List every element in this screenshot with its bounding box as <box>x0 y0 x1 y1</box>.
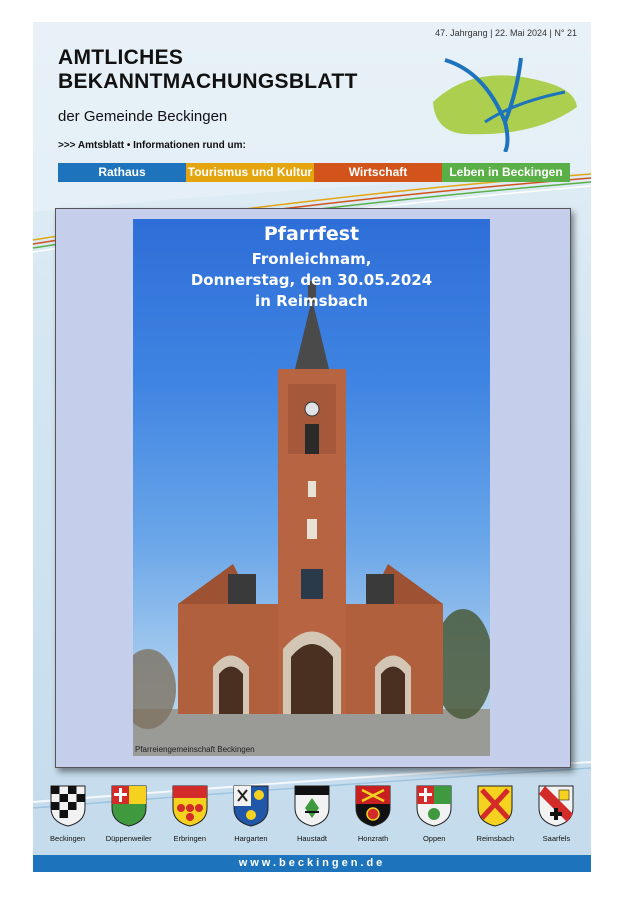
issue-info: 47. Jahrgang | 22. Mai 2024 | N° 21 <box>435 28 577 38</box>
crest-label: Hargarten <box>234 834 268 843</box>
erbringen-crest-icon <box>171 784 209 828</box>
crest-label: Beckingen <box>50 834 86 843</box>
tab-tourismus-und-kultur[interactable]: Tourismus und Kultur <box>186 163 314 182</box>
saarfels-crest-icon <box>537 784 575 828</box>
crest-label: Reimsbach <box>476 834 515 843</box>
poster-title: Pfarrfest <box>263 223 360 245</box>
crest-label: Oppen <box>422 834 446 843</box>
crest-label: Düppenweiler <box>105 834 152 843</box>
crest-erbringen <box>161 784 219 843</box>
crest-saarfels <box>527 784 585 843</box>
crest-hargarten <box>222 784 280 843</box>
dueppenweiler-crest-icon <box>110 784 148 828</box>
cover-photo-frame <box>55 208 571 768</box>
crest-reimsbach <box>466 784 524 843</box>
crest-label: Haustadt <box>296 834 327 843</box>
cover-page <box>33 22 591 872</box>
beckingen-crest-icon <box>49 784 87 828</box>
masthead-subtitle: der Gemeinde Beckingen <box>58 108 228 125</box>
category-tabs <box>58 163 570 182</box>
poster-line1: Fronleichnam, <box>251 250 372 268</box>
tab-wirtschaft[interactable]: Wirtschaft <box>314 163 442 182</box>
district-crests <box>33 784 591 843</box>
church-poster <box>133 219 490 756</box>
crest-label: Erbringen <box>173 834 207 843</box>
crest-honzrath <box>344 784 402 843</box>
oppen-crest-icon <box>415 784 453 828</box>
crest-beckingen <box>39 784 97 843</box>
hargarten-crest-icon <box>232 784 270 828</box>
poster-credit: Pfarreiengemeinschaft Beckingen <box>135 745 255 754</box>
crest-haustadt <box>283 784 341 843</box>
honzrath-crest-icon <box>354 784 392 828</box>
crest-oppen <box>405 784 463 843</box>
masthead-title-line2: BEKANNTMACHUNGSBLATT <box>58 70 358 93</box>
crest-label: Saarfels <box>542 834 571 843</box>
masthead-title-line1: AMTLICHES <box>58 46 184 69</box>
tab-leben-in-beckingen[interactable]: Leben in Beckingen <box>442 163 570 182</box>
crest-label: Honzrath <box>357 834 389 843</box>
reimsbach-crest-icon <box>476 784 514 828</box>
tagline: >>> Amtsblatt • Informationen rund um: <box>58 140 246 151</box>
tab-rathaus[interactable]: Rathaus <box>58 163 186 182</box>
crest-dueppenweiler <box>100 784 158 843</box>
haustadt-crest-icon <box>293 784 331 828</box>
poster-line3: in Reimsbach <box>255 292 368 310</box>
poster-line2: Donnerstag, den 30.05.2024 <box>190 271 433 289</box>
municipality-logo <box>425 52 585 152</box>
website-footer-link[interactable]: www.beckingen.de <box>33 855 591 872</box>
